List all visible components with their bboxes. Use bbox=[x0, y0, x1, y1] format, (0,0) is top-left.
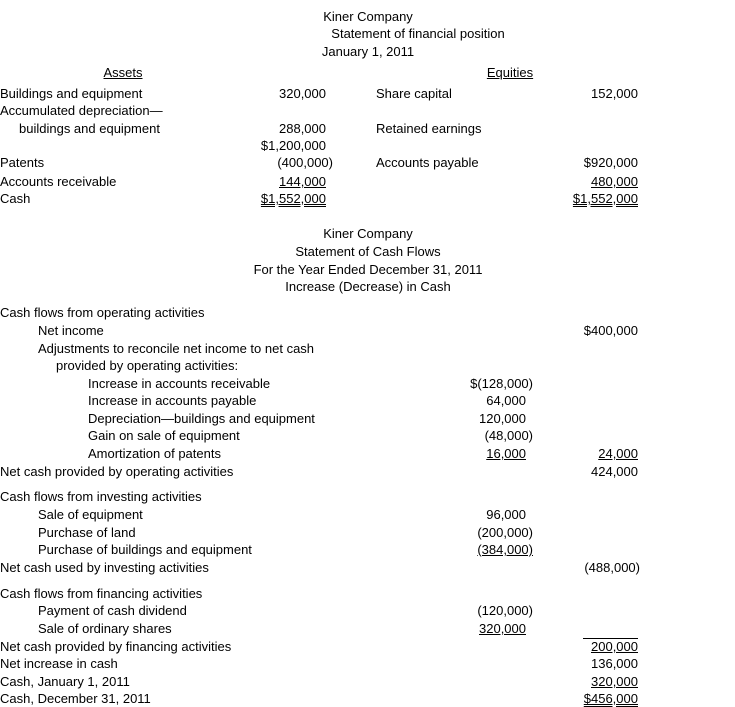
investing-item-label: Purchase of land bbox=[38, 525, 136, 540]
patents-label: Patents bbox=[0, 155, 45, 170]
net-increase-value: 136,000 bbox=[591, 656, 638, 671]
assets-heading: Assets bbox=[103, 65, 143, 80]
cash-january-label: Cash, January 1, 2011 bbox=[0, 674, 130, 689]
financing-item-value: (120,000) bbox=[477, 603, 533, 618]
investing-item-label: Sale of equipment bbox=[38, 507, 143, 522]
cash-label: Cash bbox=[0, 191, 31, 206]
net-financing-value: 200,000 bbox=[583, 638, 638, 654]
net-income-value: $400,000 bbox=[583, 323, 638, 338]
adjustment-label: Depreciation—buildings and equipment bbox=[88, 411, 315, 426]
buildings-value: 320,000 bbox=[279, 86, 326, 101]
accounts-payable-value: $920,000 bbox=[583, 155, 638, 170]
retained-earnings-label: Retained earnings bbox=[376, 121, 482, 136]
investing-item-value: 96,000 bbox=[486, 507, 526, 522]
accum-dep-value: 288,000 bbox=[279, 121, 326, 136]
net-investing-value: (488,000) bbox=[584, 560, 640, 575]
adjustment-label: Amortization of patents bbox=[88, 446, 221, 461]
cashflow-subtitle: Increase (Decrease) in Cash bbox=[285, 279, 451, 294]
investing-item-value: (384,000) bbox=[477, 542, 533, 557]
share-capital-value: 152,000 bbox=[591, 86, 638, 101]
net-income-label: Net income bbox=[38, 323, 104, 338]
adjustment-label: Gain on sale of equipment bbox=[88, 428, 240, 443]
net-investing-label: Net cash used by investing activities bbox=[0, 560, 209, 575]
position-company: Kiner Company bbox=[323, 9, 413, 24]
share-capital-label: Share capital bbox=[376, 86, 452, 101]
operating-heading: Cash flows from operating activities bbox=[0, 305, 205, 320]
investing-heading: Cash flows from investing activities bbox=[0, 489, 202, 504]
accounts-receivable-value: 144,000 bbox=[279, 174, 326, 189]
position-date: January 1, 2011 bbox=[321, 44, 415, 59]
net-increase-label: Net increase in cash bbox=[0, 656, 118, 671]
cash-december-label: Cash, December 31, 2011 bbox=[0, 691, 151, 706]
net-operating-value: 424,000 bbox=[591, 464, 638, 479]
adjustments-label-2: provided by operating activities: bbox=[56, 358, 239, 373]
net-operating-label: Net cash provided by operating activities bbox=[0, 464, 234, 479]
accounts-receivable-label: Accounts receivable bbox=[0, 174, 117, 189]
adjustment-value: 16,000 bbox=[486, 446, 526, 461]
position-title: Statement of financial position bbox=[331, 26, 505, 41]
adjustment-value: 64,000 bbox=[486, 393, 526, 408]
adjustments-total-value: 24,000 bbox=[598, 446, 638, 461]
adjustment-label: Increase in accounts receivable bbox=[88, 376, 271, 391]
financing-item-value: 320,000 bbox=[479, 621, 526, 636]
financing-item-label: Sale of ordinary shares bbox=[38, 621, 172, 636]
equities-total-value: $1,552,000 bbox=[572, 191, 638, 206]
investing-item-value: (200,000) bbox=[477, 525, 533, 540]
cashflow-period: For the Year Ended December 31, 2011 bbox=[253, 262, 483, 277]
equities-heading: Equities bbox=[486, 65, 534, 80]
cashflow-title: Statement of Cash Flows bbox=[295, 244, 441, 259]
net-financing-label: Net cash provided by financing activities bbox=[0, 639, 232, 654]
investing-item-label: Purchase of buildings and equipment bbox=[38, 542, 252, 557]
adjustments-label-1: Adjustments to reconcile net income to net cash bbox=[38, 341, 315, 356]
cashflow-company: Kiner Company bbox=[323, 226, 413, 241]
assets-total-value: $1,552,000 bbox=[260, 191, 326, 206]
adjustment-label: Increase in accounts payable bbox=[88, 393, 257, 408]
financing-heading: Cash flows from financing activities bbox=[0, 586, 203, 601]
accum-dep-label-1: Accumulated depreciation— bbox=[0, 103, 163, 118]
adjustment-value: 120,000 bbox=[479, 411, 526, 426]
buildings-label: Buildings and equipment bbox=[0, 86, 143, 101]
adjustment-value: (48,000) bbox=[484, 428, 533, 443]
accum-dep-label-2: buildings and equipment bbox=[19, 121, 160, 136]
adjustment-value: $(128,000) bbox=[470, 376, 533, 391]
assets-subtotal-value: $1,200,000 bbox=[260, 138, 326, 153]
patents-value: (400,000) bbox=[277, 155, 333, 170]
cash-december-value: $456,000 bbox=[583, 691, 638, 706]
accounts-payable-label: Accounts payable bbox=[376, 155, 479, 170]
cash-january-value: 320,000 bbox=[591, 674, 638, 689]
equities-extra-value: 480,000 bbox=[591, 174, 638, 189]
financing-item-label: Payment of cash dividend bbox=[38, 603, 187, 618]
